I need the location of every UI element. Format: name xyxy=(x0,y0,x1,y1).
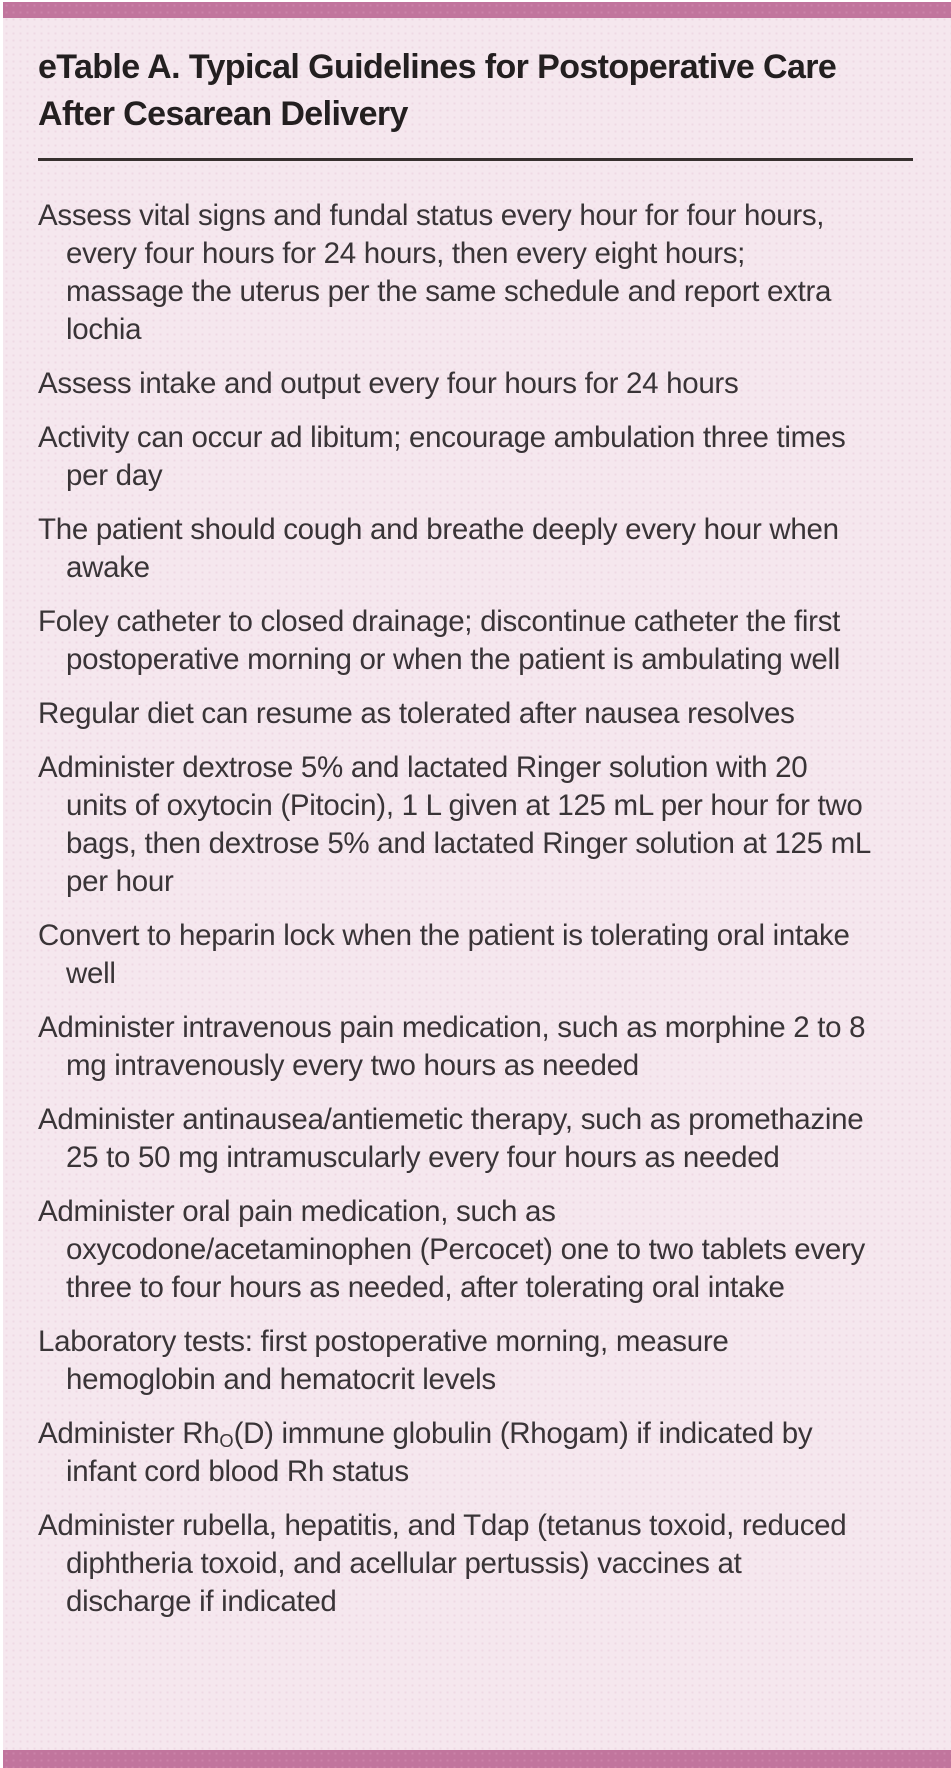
guideline-item: The patient should cough and breathe deeply every hour when awake xyxy=(38,513,839,584)
guideline-item: Activity can occur ad libitum; encourage ambulation three times per day xyxy=(38,421,846,492)
etable-content xyxy=(3,18,951,1750)
guideline-item: Regular diet can resume as tolerated after nausea resolves xyxy=(38,697,795,730)
title-divider xyxy=(38,158,913,161)
guideline-item: Administer rubella, hepatitis, and Tdap (tetanus toxoid, reduced diphtheria toxoid, and acellular pertussis) vaccines at discharge if indicated xyxy=(38,1509,847,1618)
etable-panel xyxy=(3,2,951,1768)
guideline-item: Administer $Rh_O(D)$ immune globulin (Rhogam) if indicated by infant cord blood Rh status xyxy=(38,1417,813,1488)
guideline-item: Assess vital signs and fundal status every hour for four hours, every four hours for 24 hours, then every eight hours; massage the uterus per the same schedule and report extra lochia xyxy=(38,199,832,346)
guideline-item: Administer oral pain medication, such as oxycodone/acetaminophen (Percocet) one to two tablets every three to four hours as needed, after tolerating oral intake xyxy=(38,1195,865,1304)
guideline-item: Administer intravenous pain medication, such as morphine 2 to 8 mg intravenously every two hours as needed xyxy=(38,1011,866,1082)
guideline-item: Laboratory tests: first postoperative morning, measure hemoglobin and hematocrit levels xyxy=(38,1325,729,1396)
guideline-list xyxy=(38,197,870,1621)
guideline-item: Foley catheter to closed drainage; discontinue catheter the first postoperative morning or when the patient is ambulating well xyxy=(38,605,841,676)
accent-bar-bottom xyxy=(3,1750,951,1768)
etable-title: eTable A. Typical Guidelines for Postoperative Care After Cesarean Delivery xyxy=(38,48,837,133)
guideline-item: Administer dextrose 5% and lactated Ringer solution with 20 units of oxytocin (Pitocin), 1 L given at 125 mL per hour for two bags, then dextrose 5% and lactated Ringer solution at 125 mL per hour xyxy=(38,751,870,898)
accent-bar-top xyxy=(3,2,951,18)
subscript-text: O xyxy=(219,1430,234,1452)
guideline-item: Assess intake and output every four hours for 24 hours xyxy=(38,367,739,400)
guideline-item: Convert to heparin lock when the patient is tolerating oral intake well xyxy=(38,919,850,990)
guideline-item: Administer antinausea/antiemetic therapy, such as promethazine 25 to 50 mg intramuscularly every four hours as needed xyxy=(38,1103,864,1174)
